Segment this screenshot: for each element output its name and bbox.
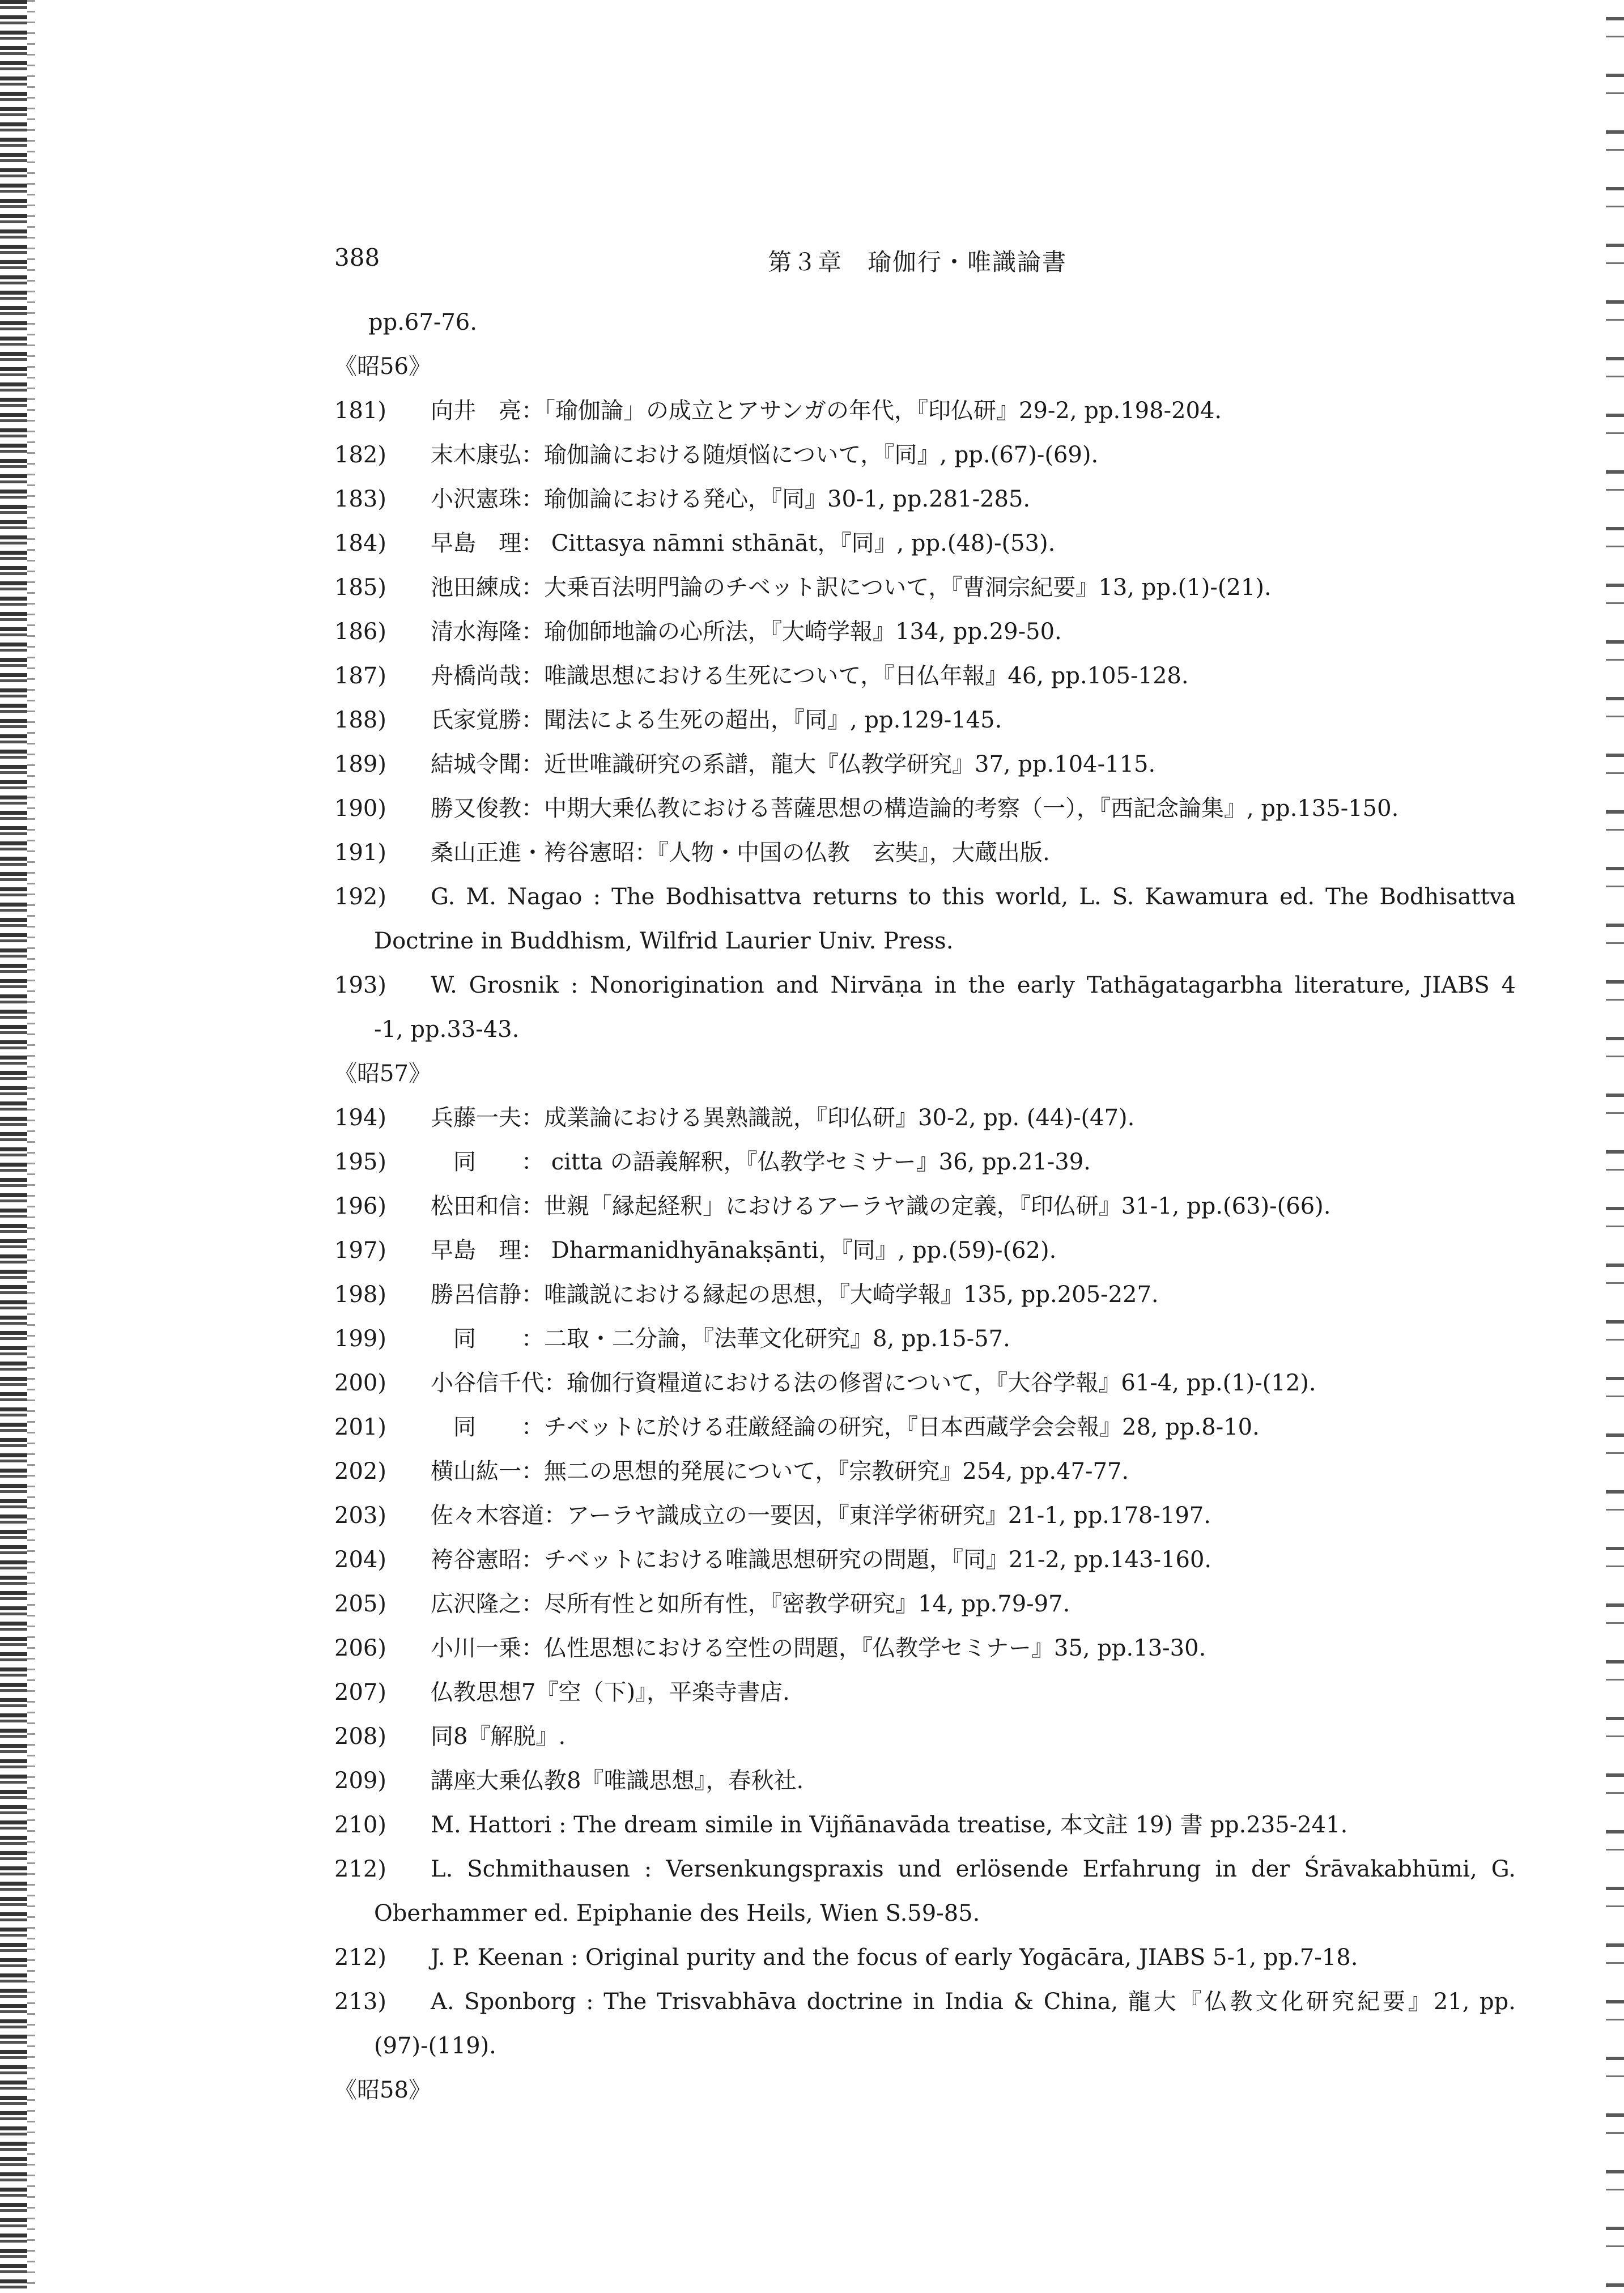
entry-number: 201) bbox=[334, 1414, 386, 1440]
list-item bbox=[334, 1626, 1519, 1670]
entry-number: 205) bbox=[334, 1591, 386, 1617]
entry-number: 200) bbox=[334, 1370, 386, 1396]
entry-number: 207) bbox=[334, 1679, 386, 1705]
entry-number: 202) bbox=[334, 1458, 386, 1484]
list-item bbox=[334, 1494, 1519, 1538]
entry-number: 187) bbox=[334, 663, 386, 689]
entry-text: 同 ：二取・二分論，『法華文化研究』8, pp.15-57. bbox=[431, 1326, 1010, 1352]
entry-text: 兵藤一夫：成業論における異熟識説，『印仏研』30-2, pp. (44)-(47). bbox=[431, 1105, 1135, 1131]
entry-number: 193) bbox=[334, 972, 386, 998]
list-item bbox=[334, 786, 1519, 831]
entry-number: 210) bbox=[334, 1812, 386, 1838]
entry-continuation: Doctrine in Buddhism, Wilfrid Laurier Univ. Press. bbox=[374, 928, 954, 954]
entry-number: 204) bbox=[334, 1547, 386, 1573]
entry-number: 191) bbox=[334, 840, 386, 866]
entry-text: 向井 亮：「瑜伽論」の成立とアサンガの年代，『印仏研』29-2, pp.198-204. bbox=[431, 398, 1222, 424]
entry-text: 小谷信千代：瑜伽行資糧道における法の修習について，『大谷学報』61-4, pp.(1)-(12). bbox=[431, 1370, 1316, 1396]
entry-text: 松田和信：世親「縁起経釈」におけるアーラヤ識の定義，『印仏研』31-1, pp.(63)-(66). bbox=[431, 1193, 1331, 1219]
entry-text: 横山紘一：無二の思想的発展について，『宗教研究』254, pp.47-77. bbox=[431, 1458, 1129, 1484]
entry-text: 末木康弘：瑜伽論における随煩悩について，『同』, pp.(67)-(69). bbox=[431, 442, 1099, 468]
list-item bbox=[334, 963, 1519, 1007]
entry-number: 188) bbox=[334, 707, 386, 733]
entry-text: 清水海隆：瑜伽師地論の心所法，『大崎学報』134, pp.29-50. bbox=[431, 619, 1062, 645]
year-heading: 《昭58》 bbox=[334, 2077, 431, 2103]
list-item bbox=[334, 1140, 1519, 1184]
entry-number: 185) bbox=[334, 575, 386, 601]
entry-number: 195) bbox=[334, 1149, 386, 1175]
list-item bbox=[334, 1980, 1519, 2024]
list-item bbox=[334, 831, 1519, 875]
list-item bbox=[334, 1096, 1519, 1140]
entry-number: 183) bbox=[334, 486, 386, 512]
list-item bbox=[334, 698, 1519, 742]
entry-text: 勝又俊教：中期大乗仏教における菩薩思想の構造論的考察（一），『西記念論集』, pp.135-150. bbox=[431, 795, 1399, 822]
list-item bbox=[334, 433, 1519, 477]
entry-text: 早島 理： Dharmanidhyānakṣānti，『同』, pp.(59)-(62). bbox=[431, 1237, 1057, 1264]
entry-continuation: (97)-(119). bbox=[374, 2033, 496, 2059]
scan-edge-right bbox=[1606, 0, 1624, 2293]
entry-text: A. Sponborg : The Trisvabhāva doctrine in India & China, 龍大『仏教文化研究紀要』21, pp. bbox=[431, 1989, 1516, 2015]
list-item bbox=[334, 1361, 1519, 1405]
list-item bbox=[334, 1449, 1519, 1494]
entry-text: 小沢憲珠：瑜伽論における発心，『同』30-1, pp.281-285. bbox=[431, 486, 1031, 512]
entry-text: 同 ：チベットに於ける荘厳経論の研究，『日本西蔵学会会報』28, pp.8-10. bbox=[431, 1414, 1260, 1440]
list-item bbox=[334, 610, 1519, 654]
list-item bbox=[334, 1184, 1519, 1228]
year-heading: 《昭56》 bbox=[334, 354, 431, 380]
entry-text: 講座大乗仏教8『唯識思想』，春秋社. bbox=[431, 1768, 804, 1794]
list-item bbox=[334, 1803, 1519, 1847]
entry-number: 198) bbox=[334, 1282, 386, 1308]
entry-text: 佐々木容道：アーラヤ識成立の一要因，『東洋学術研究』21-1, pp.178-197. bbox=[431, 1503, 1211, 1529]
entry-continuation: -1, pp.33-43. bbox=[374, 1016, 520, 1043]
list-item bbox=[334, 1670, 1519, 1715]
entry-number: 213) bbox=[334, 1989, 386, 2015]
list-item bbox=[334, 477, 1519, 521]
entry-number: 196) bbox=[334, 1193, 386, 1219]
page-header bbox=[0, 244, 1624, 278]
entry-number: 189) bbox=[334, 751, 386, 777]
entry-text: 早島 理： Cittasya nāmni sthānāt，『同』, pp.(48)-(53). bbox=[431, 530, 1056, 556]
entry-text: M. Hattori : The dream simile in Vijñānavāda treatise, 本文註 19) 書 pp.235-241. bbox=[431, 1812, 1348, 1838]
chapter-title: 第３章 瑜伽行・唯識論書 bbox=[768, 248, 1068, 276]
entry-text: 広沢隆之：尽所有性と如所有性，『密教学研究』14, pp.79-97. bbox=[431, 1591, 1070, 1617]
list-item bbox=[334, 742, 1519, 786]
entry-text: 舟橋尚哉：唯識思想における生死について，『日仏年報』46, pp.105-128. bbox=[431, 663, 1189, 689]
entry-text: 袴谷憲昭：チベットにおける唯識思想研究の問題，『同』21-2, pp.143-160. bbox=[431, 1547, 1212, 1573]
page-number: 388 bbox=[334, 244, 380, 271]
list-item bbox=[334, 1273, 1519, 1317]
entry-text: J. P. Keenan : Original purity and the focus of early Yogācāra, JIABS 5-1, pp.7-18. bbox=[431, 1945, 1358, 1971]
entry-text: 桑山正進・袴谷憲昭：『人物・中国の仏教 玄奘』，大蔵出版. bbox=[431, 840, 1050, 866]
scan-edge-left bbox=[0, 0, 27, 2293]
bibliography-list bbox=[334, 300, 1519, 2112]
list-item bbox=[334, 1847, 1519, 1891]
list-item bbox=[334, 875, 1519, 919]
entry-text: W. Grosnik : Nonorigination and Nirvāṇa in the early Tathāgatagarbha literature, JIABS 4 bbox=[431, 972, 1516, 998]
list-item bbox=[334, 1228, 1519, 1273]
continuation-text: pp.67-76. bbox=[368, 309, 477, 335]
entry-text: 小川一乗：仏性思想における空性の問題，『仏教学セミナー』35, pp.13-30. bbox=[431, 1635, 1206, 1661]
entry-text: 池田練成：大乗百法明門論のチベット訳について，『曹洞宗紀要』13, pp.(1)-(21). bbox=[431, 575, 1272, 601]
entry-number: 190) bbox=[334, 795, 386, 822]
entry-text: 同8『解脱』. bbox=[431, 1724, 566, 1750]
list-item bbox=[334, 1405, 1519, 1449]
entry-number: 181) bbox=[334, 398, 386, 424]
entry-text: 仏教思想7『空（下)』，平楽寺書店. bbox=[431, 1679, 790, 1705]
entry-number: 197) bbox=[334, 1237, 386, 1264]
entry-number: 192) bbox=[334, 884, 386, 910]
list-item bbox=[334, 1759, 1519, 1803]
entry-number: 186) bbox=[334, 619, 386, 645]
entry-number: 209) bbox=[334, 1768, 386, 1794]
list-item bbox=[334, 389, 1519, 433]
entry-text: 氏家覚勝：聞法による生死の超出，『同』, pp.129-145. bbox=[431, 707, 1002, 733]
year-heading: 《昭57》 bbox=[334, 1061, 431, 1087]
entry-text: 結城令聞：近世唯識研究の系譜，龍大『仏教学研究』37, pp.104-115. bbox=[431, 751, 1156, 777]
list-item bbox=[334, 1538, 1519, 1582]
scan-edge-left-inner bbox=[27, 0, 35, 2293]
entry-number: 206) bbox=[334, 1635, 386, 1661]
list-item bbox=[334, 654, 1519, 698]
entry-number: 184) bbox=[334, 530, 386, 556]
entry-number: 199) bbox=[334, 1326, 386, 1352]
list-item bbox=[334, 1317, 1519, 1361]
entry-text: L. Schmithausen : Versenkungspraxis und erlösende Erfahrung in der Śrāvakabhūmi, G. bbox=[431, 1856, 1516, 1882]
entry-number: 212) bbox=[334, 1856, 386, 1882]
entry-number: 208) bbox=[334, 1724, 386, 1750]
list-item bbox=[334, 565, 1519, 610]
entry-number: 194) bbox=[334, 1105, 386, 1131]
entry-number: 182) bbox=[334, 442, 386, 468]
entry-text: G. M. Nagao : The Bodhisattva returns to this world, L. S. Kawamura ed. The Bodhisattva bbox=[431, 884, 1516, 910]
entry-text: 勝呂信静：唯識説における縁起の思想，『大崎学報』135, pp.205-227. bbox=[431, 1282, 1159, 1308]
list-item bbox=[334, 521, 1519, 565]
entry-number: 212) bbox=[334, 1945, 386, 1971]
list-item bbox=[334, 1582, 1519, 1626]
entry-number: 203) bbox=[334, 1503, 386, 1529]
entry-text: 同 ： citta の語義解釈，『仏教学セミナー』36, pp.21-39. bbox=[431, 1149, 1091, 1175]
list-item bbox=[334, 1935, 1519, 1980]
list-item bbox=[334, 1715, 1519, 1759]
entry-continuation: Oberhammer ed. Epiphanie des Heils, Wien S.59-85. bbox=[374, 1900, 980, 1926]
